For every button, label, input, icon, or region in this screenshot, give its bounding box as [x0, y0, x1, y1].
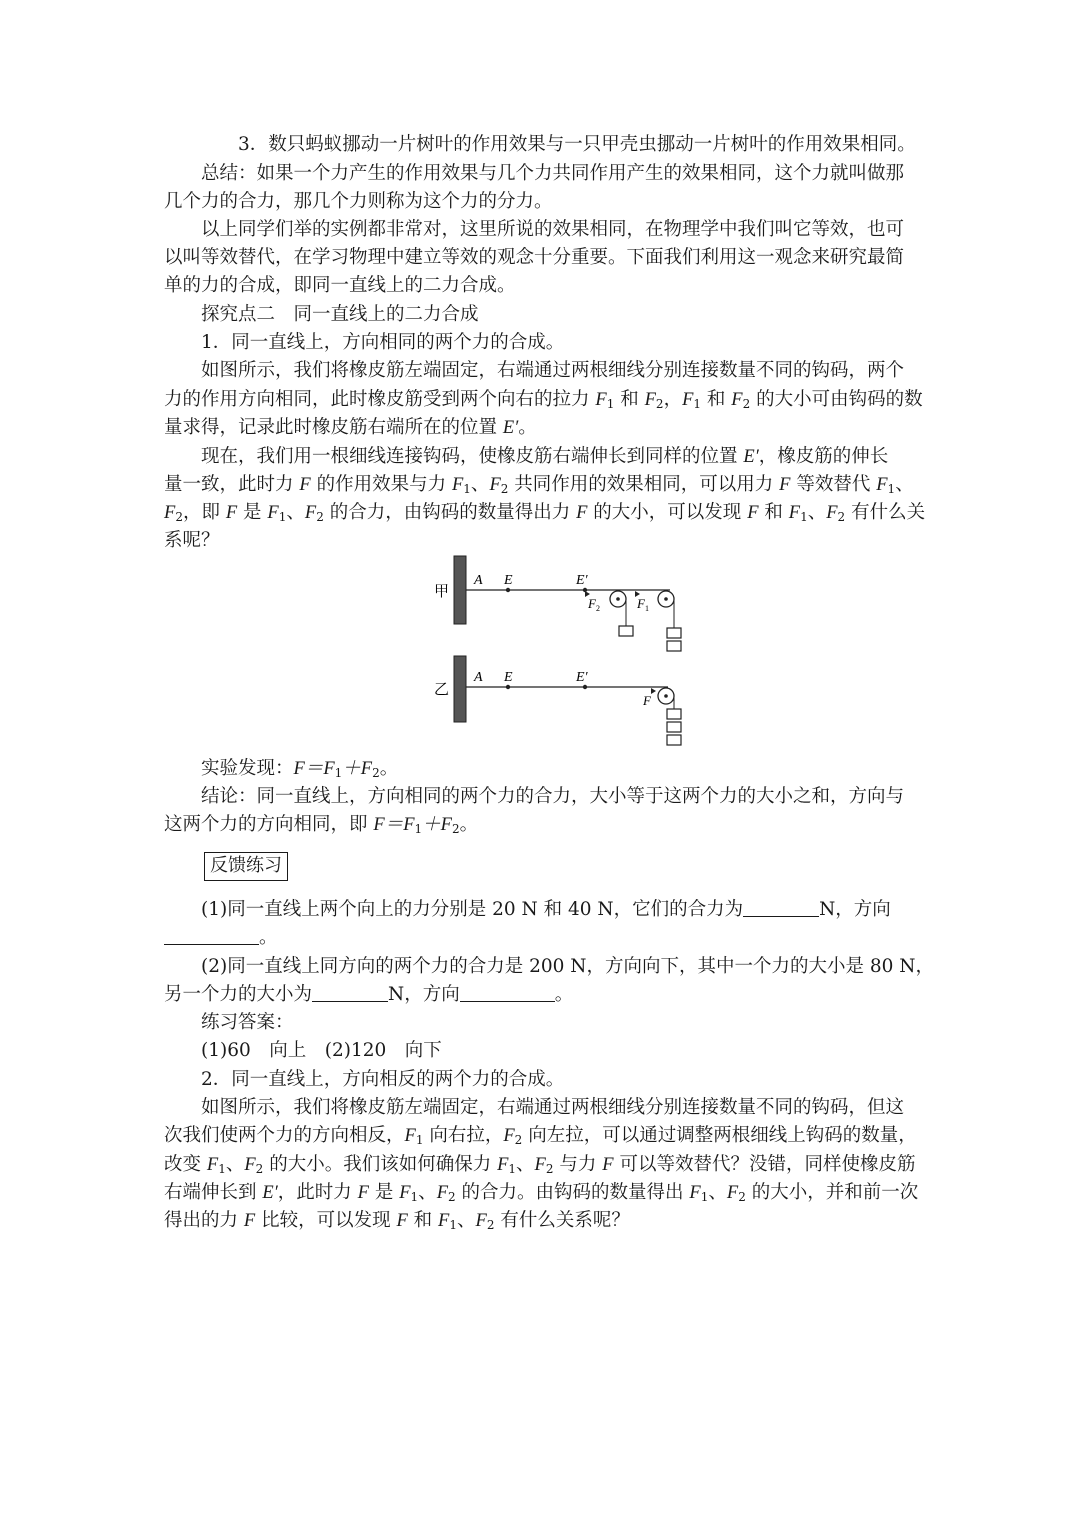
weight-yi-2: [667, 722, 681, 732]
exp2-line-3: $F_2$，即 F 是 $F_1$、$F_2$ 的合力，由钩码的数量得出力 F 的大小，可以发现 F 和 $F_1$、$F_2$ 有什么关: [164, 502, 926, 524]
equivalence-line-1: 以上同学们举的实例都非常对，这里所说的效果相同，在物理学中我们叫它等效，也可: [201, 219, 905, 240]
answer-blank-4[interactable]: [460, 983, 555, 1002]
item-1-title: 1．同一直线上，方向相同的两个力的合成。: [201, 332, 565, 353]
label-F1: $F_1$: [637, 596, 649, 613]
finding-line: 实验发现：$F=F_1+F_2$。: [201, 758, 399, 780]
label-A-jia: A: [474, 573, 483, 588]
summary-line-2: 几个力的合力，那几个力则称为这个力的分力。: [164, 191, 553, 212]
exp1-line-3: 量求得，记录此时橡皮筋右端所在的位置 E′。: [164, 417, 537, 438]
wall-yi: [454, 656, 466, 722]
exp3-line-3: 改变 $F_1$、$F_2$ 的大小。我们该如何确保力 $F_1$、$F_2$ 与力 F 可以等效替代？没错，同样使橡皮筋: [164, 1154, 916, 1176]
exp3-line-4: 右端伸长到 E′，此时力 F 是 $F_1$、$F_2$ 的合力。由钩码的数量得出 $F_1$、$F_2$ 的大小，并和前一次: [164, 1182, 919, 1204]
label-A-yi: A: [474, 670, 483, 685]
feedback-title: 反馈练习: [210, 855, 282, 876]
section-title: 探究点二 同一直线上的二力合成: [201, 304, 479, 325]
label-F2: $F_2$: [588, 596, 600, 613]
label-jia: 甲: [434, 584, 450, 600]
label-E-jia: E: [504, 573, 513, 588]
wall-jia: [454, 556, 466, 624]
weight-yi-3: [667, 735, 681, 745]
label-E-yi: E: [504, 670, 513, 685]
question-1-line-1: (1)同一直线上两个向上的力分别是 20 N 和 40 N，它们的合力为 N，方向: [201, 899, 891, 920]
equivalence-line-2: 以叫等效替代，在学习物理中建立等效的观念十分重要。下面我们利用这一观念来研究最简: [164, 247, 905, 268]
experiment-figure: [420, 548, 700, 758]
paragraph-item-3: 3．数只蚂蚁挪动一片树叶的作用效果与一只甲壳虫挪动一片树叶的作用效果相同。: [238, 134, 916, 155]
answers-content: (1)60 向上 (2)120 向下: [201, 1040, 442, 1061]
answers-title: 练习答案：: [201, 1012, 294, 1033]
answer-blank-1[interactable]: [743, 898, 819, 917]
weight-jia-1: [619, 626, 633, 636]
point-E-yi: [506, 685, 510, 689]
exp1-line-1: 如图所示，我们将橡皮筋左端固定，右端通过两根细线分别连接数量不同的钩码，两个: [201, 360, 905, 381]
question-2-line-2: 另一个力的大小为 N，方向 。: [164, 984, 574, 1005]
exp3-line-1: 如图所示，我们将橡皮筋左端固定，右端通过两根细线分别连接数量不同的钩码，但这: [201, 1097, 905, 1118]
label-yi: 乙: [434, 682, 450, 698]
exp1-line-2: 力的作用方向相同，此时橡皮筋受到两个向右的拉力 $F_1$ 和 $F_2$，$F_1$ 和 $F_2$ 的大小可由钩码的数: [164, 389, 923, 411]
question-2-line-1: (2)同一直线上同方向的两个力的合力是 200 N，方向向下，其中一个力的大小是 80 N，: [201, 956, 934, 977]
label-E-prime-yi: E′: [576, 670, 588, 685]
item-2-title: 2．同一直线上，方向相反的两个力的合成。: [201, 1069, 565, 1090]
conclusion-line-1: 结论：同一直线上，方向相同的两个力的合力，大小等于这两个力的大小之和，方向与: [201, 786, 905, 807]
label-F: F: [643, 693, 651, 708]
exp2-line-4: 系呢？: [164, 530, 220, 551]
answer-blank-3[interactable]: [312, 983, 388, 1002]
answer-blank-2[interactable]: [164, 926, 259, 945]
weight-jia-2b: [667, 641, 681, 651]
exp3-line-5: 得出的力 F 比较，可以发现 F 和 $F_1$、$F_2$ 有什么关系呢？: [164, 1210, 630, 1232]
label-E-prime-jia: E′: [576, 573, 588, 588]
question-1-line-2: 。: [164, 924, 278, 953]
weight-jia-2a: [667, 628, 681, 638]
feedback-title-box: [204, 852, 288, 881]
exp2-line-2: 量一致，此时力 F 的作用效果与力 $F_1$、$F_2$ 共同作用的效果相同，可以用力 F 等效替代 $F_1$、: [164, 474, 914, 496]
point-E-jia: [506, 588, 510, 592]
arrow-F: [651, 688, 656, 694]
conclusion-line-2: 这两个力的方向相同，即 $F=F_1+F_2$。: [164, 814, 479, 836]
exp2-line-1: 现在，我们用一根细线连接钩码，使橡皮筋右端伸长到同样的位置 E′，橡皮筋的伸长: [201, 446, 889, 467]
weight-yi-1: [667, 709, 681, 719]
point-E-prime-yi: [583, 685, 587, 689]
equivalence-line-3: 单的力的合成，即同一直线上的二力合成。: [164, 275, 516, 296]
summary-line-1: 总结：如果一个力产生的作用效果与几个力共同作用产生的效果相同，这个力就叫做那: [201, 163, 905, 184]
exp3-line-2: 次我们使两个力的方向相反，$F_1$ 向右拉，$F_2$ 向左拉，可以通过调整两根细线上钩码的数量，: [164, 1125, 917, 1147]
